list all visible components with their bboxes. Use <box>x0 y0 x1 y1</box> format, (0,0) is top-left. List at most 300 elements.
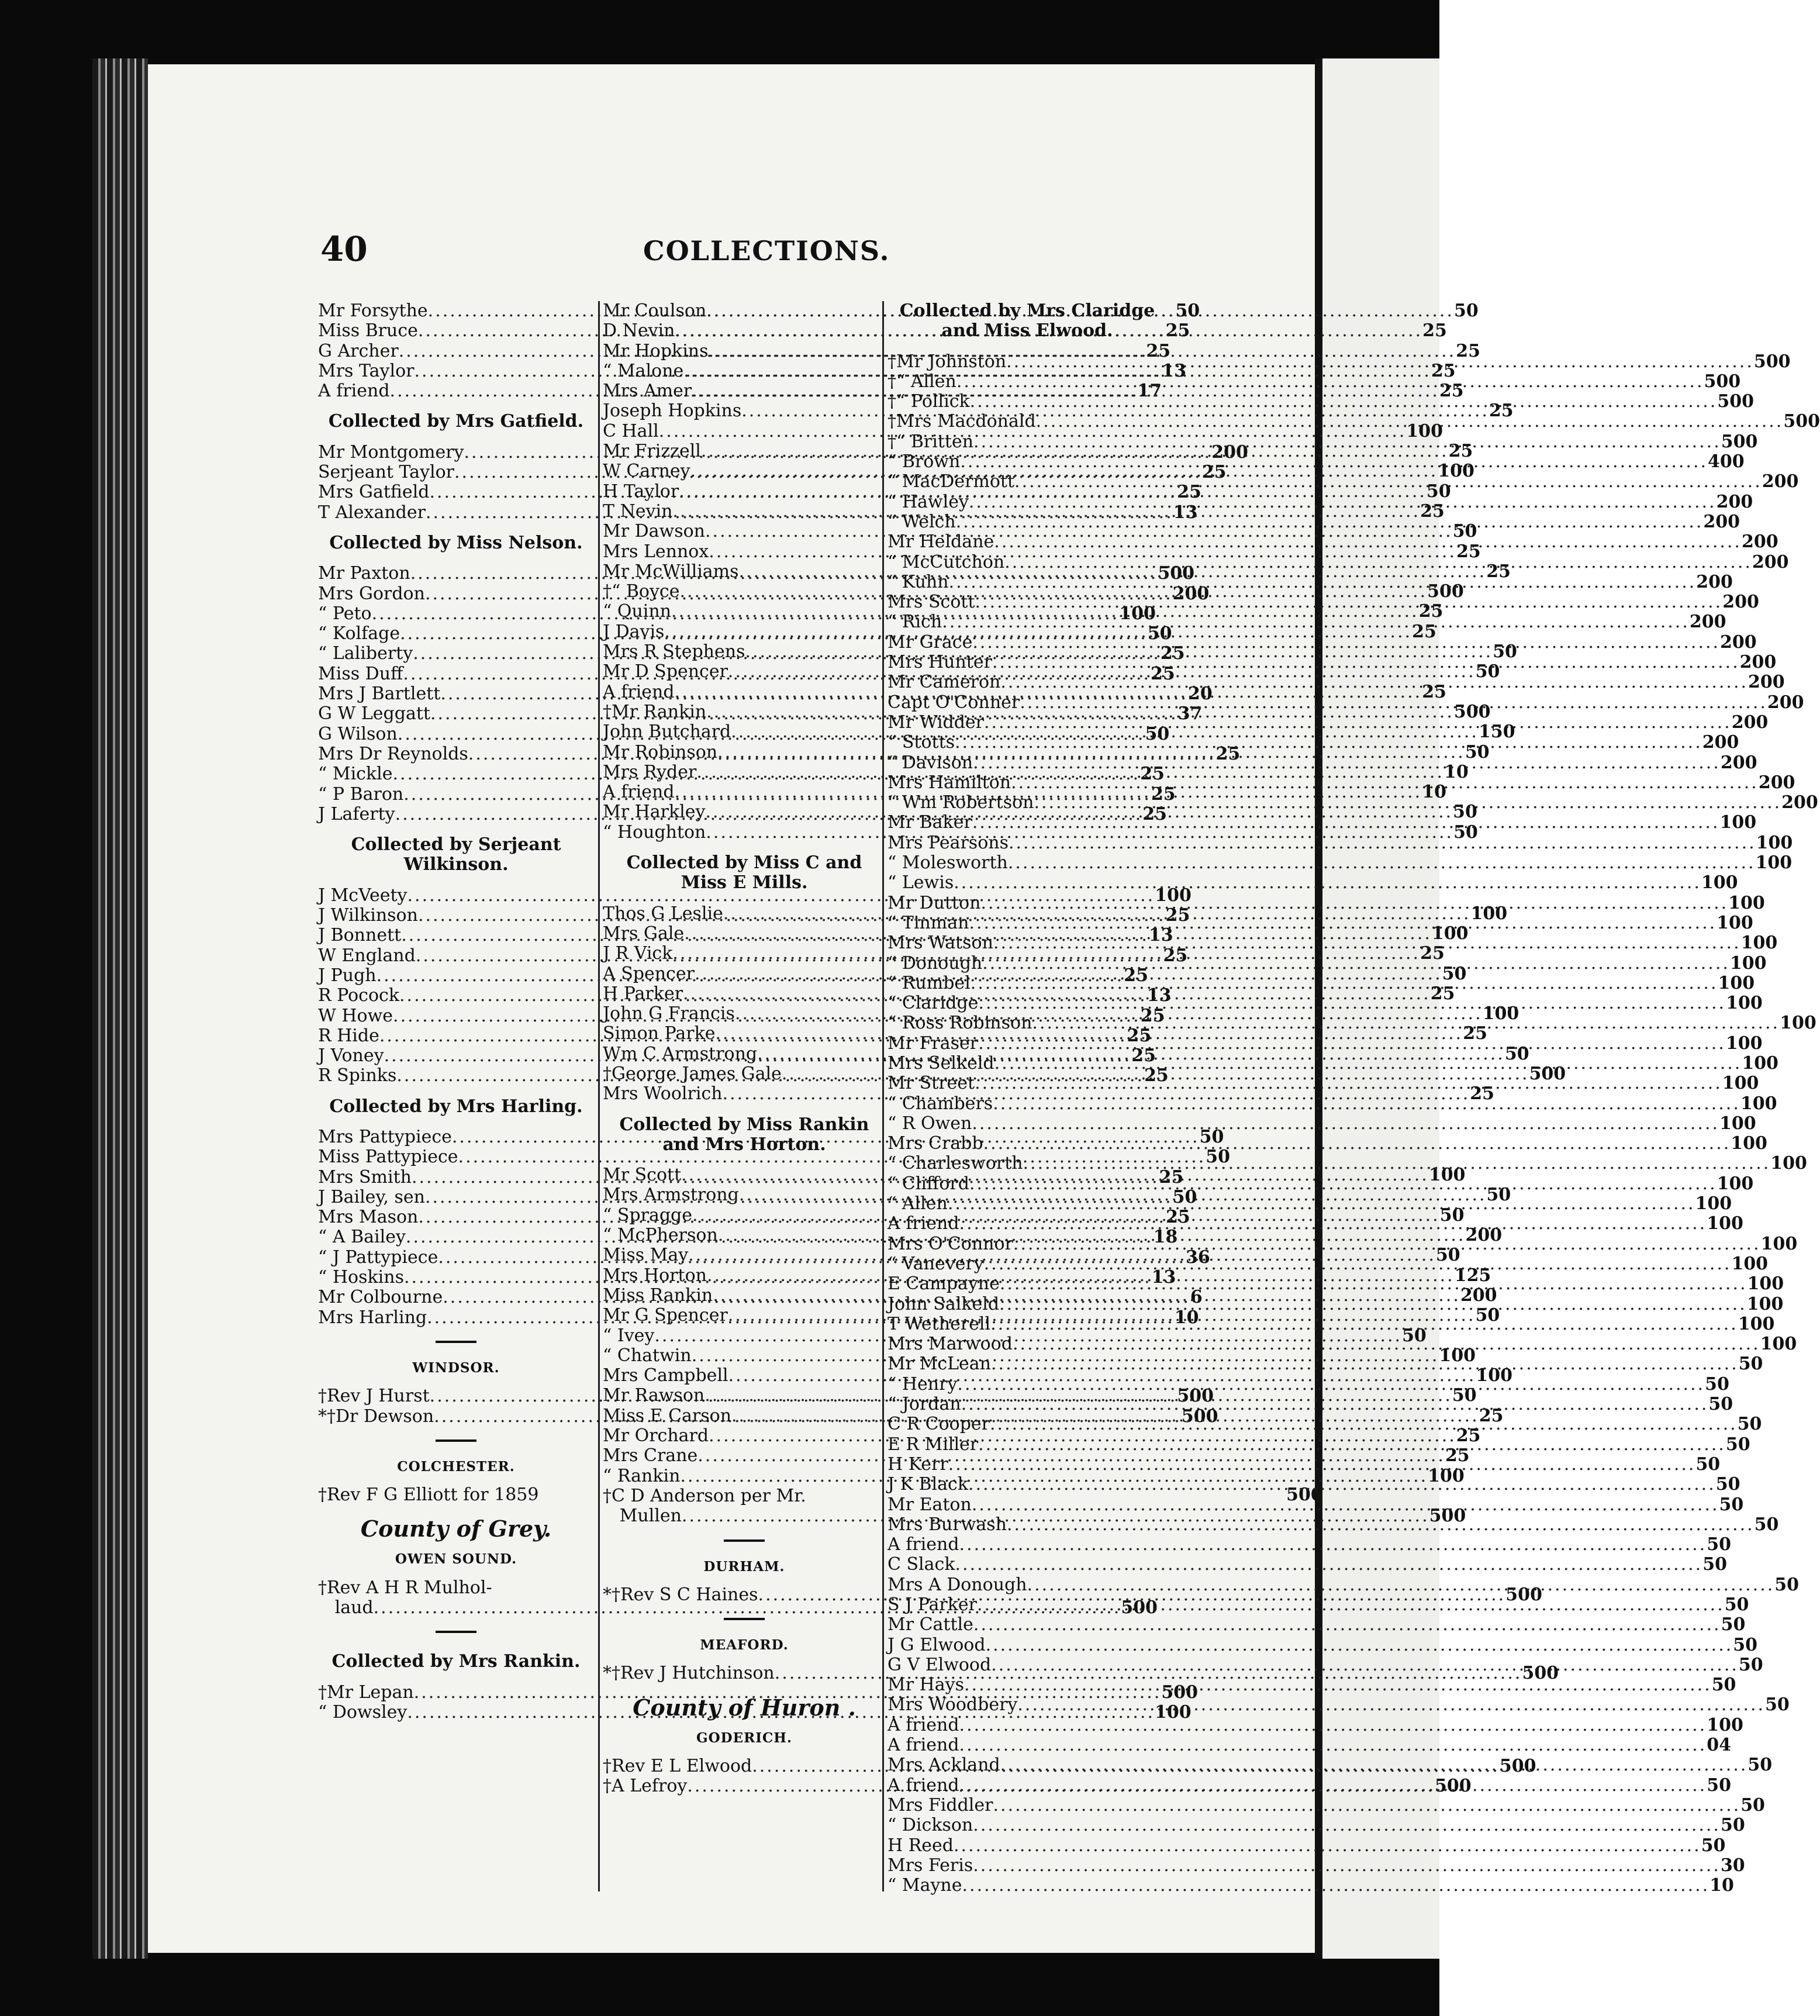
donor-name: “ Mayne <box>887 1875 962 1896</box>
donor-name: †“ Boyce <box>603 581 680 602</box>
donor-name: †Rev E L Elwood <box>603 1756 752 1776</box>
donor-name: A friend <box>887 1714 959 1735</box>
donor-name: Mrs Ryder <box>603 761 697 782</box>
donor-name: Mrs Fiddler <box>887 1794 993 1815</box>
leader-dots <box>1017 1695 1765 1715</box>
leader-dots <box>984 1254 1732 1274</box>
leader-dots <box>1008 853 1756 873</box>
amount-cents: 25 <box>1146 340 1171 361</box>
town-heading: COLCHESTER. <box>397 1458 515 1475</box>
amount-cents: 50 <box>1452 1385 1477 1406</box>
donor-name: Capt O'Conner <box>887 692 1020 713</box>
leader-dots <box>957 1375 1705 1394</box>
amount-cents: 10 <box>1174 1307 1199 1328</box>
donor-name: A friend <box>887 1534 959 1555</box>
donor-name: Mrs Woodbery <box>887 1694 1018 1715</box>
amount-dollars: 1 <box>1406 420 1419 441</box>
amount-cents: 50 <box>1454 301 1479 321</box>
donor-name: “ Hawley <box>887 491 969 512</box>
donor-name: Miss E Carson <box>603 1405 732 1426</box>
collector-heading: Collected by Miss Rankin and Mrs Horton. <box>619 1114 869 1155</box>
donor-name: T Wetherell <box>887 1313 991 1334</box>
amount-dollars: 1 <box>1719 812 1732 833</box>
amount-cents: 20 <box>1188 683 1213 705</box>
list-item <box>318 1578 594 1598</box>
amount-cents: 00 <box>1707 1193 1732 1214</box>
donor-name: “ Jordan <box>887 1394 961 1415</box>
amount-cents: 00 <box>1772 1334 1797 1355</box>
leader-dots <box>962 1876 1710 1896</box>
amount-cents: 50 <box>1145 723 1170 744</box>
leader-dots <box>942 612 1690 632</box>
list-item <box>887 1855 1745 1876</box>
donor-name: Mrs Mason <box>318 1207 419 1228</box>
donor-name: “ Chambers <box>887 1093 993 1114</box>
amount-cents: 25 <box>1160 643 1185 664</box>
donor-name: C Slack <box>887 1554 955 1575</box>
amount-cents: 50 <box>1737 1414 1762 1435</box>
amount-cents: 50 <box>1702 1554 1727 1575</box>
amount-cents: 00 <box>1193 1406 1218 1427</box>
donor-name: “ Donough <box>887 952 983 974</box>
amount-cents: 00 <box>1768 832 1793 853</box>
running-head: COLLECTIONS. <box>643 235 890 267</box>
donor-name: Mrs Crabb <box>887 1133 983 1154</box>
amount-dollars: 5 <box>1721 431 1733 452</box>
amount-dollars: 2 <box>1720 752 1733 773</box>
amount-dollars: 2 <box>1748 672 1760 693</box>
donor-name: Mrs A Donough <box>887 1574 1027 1595</box>
section-rule <box>318 1621 594 1641</box>
donor-name: Mr Hays <box>887 1675 964 1696</box>
leader-dots <box>993 1796 1741 1815</box>
amount-cents: 13 <box>1148 925 1173 946</box>
amount-dollars: 5 <box>1505 1584 1518 1605</box>
amount-cents: 50 <box>1720 1815 1745 1836</box>
amount-cents: 50 <box>1748 1755 1773 1776</box>
leader-dots <box>1034 793 1781 813</box>
list-item <box>887 872 1738 893</box>
amount-dollars: 2 <box>1781 792 1794 813</box>
amount-cents: 25 <box>1420 943 1445 964</box>
donor-name: J McVeety <box>318 885 407 906</box>
amount-cents: 6 <box>1190 1287 1203 1308</box>
donor-name: C Hall <box>603 420 659 441</box>
amount-cents: 50 <box>1206 1147 1230 1168</box>
donor-name: Mrs Woolrich <box>603 1083 723 1104</box>
donor-name: Mrs Feris <box>887 1855 973 1876</box>
amount-cents: 00 <box>1733 431 1758 452</box>
list-item <box>887 1794 1765 1815</box>
donor-name: “ Rumbel <box>887 972 971 993</box>
amount-cents: 25 <box>1163 945 1188 966</box>
amount-cents: 18 <box>1153 1227 1178 1248</box>
amount-dollars: 2 <box>1767 692 1780 713</box>
amount-dollars: 1 <box>1482 1003 1495 1024</box>
amount-dollars: 5 <box>1158 563 1170 584</box>
amount-cents: 25 <box>1470 1083 1495 1104</box>
donor-name: Mr Frizzell <box>603 441 701 462</box>
amount-dollars: 1 <box>1438 461 1451 482</box>
donor-name: Mrs Dr Reynolds <box>318 743 468 764</box>
amount-cents: 00 <box>1167 885 1192 906</box>
amount-cents: 00 <box>1298 1485 1323 1506</box>
donor-name: J Pugh <box>318 965 377 986</box>
amount-dollars: 1 <box>1478 722 1491 743</box>
donor-name: Mrs Selkeld <box>887 1052 994 1073</box>
donor-name: Mr Harkley <box>603 802 706 823</box>
donor-name: “ Claridge <box>887 993 979 1014</box>
amount-cents: 50 <box>1715 1474 1740 1495</box>
amount-cents: 00 <box>1189 1386 1214 1407</box>
amount-dollars: 2 <box>1702 732 1715 753</box>
donor-name: †“ Britten <box>887 431 974 452</box>
donor-name: Mrs Ackland <box>887 1755 1000 1776</box>
amount-cents: 00 <box>1166 1701 1192 1722</box>
leader-dots <box>959 1535 1707 1555</box>
donor-name: Mrs Crane <box>603 1445 698 1466</box>
amount-cents: 00 <box>1732 812 1757 833</box>
amount-dollars: 2 <box>1739 652 1752 673</box>
amount-cents: 25 <box>1431 360 1456 381</box>
donor-name: H Parker <box>603 983 683 1004</box>
list-item <box>887 1735 1731 1756</box>
amount-cents: 00 <box>1483 903 1508 924</box>
amount-cents: 50 <box>1452 521 1477 542</box>
town-heading: DURHAM. <box>703 1558 785 1575</box>
donor-name: †Rev J Hurst <box>318 1386 430 1407</box>
amount-dollars: 1 <box>1707 1213 1719 1234</box>
donor-name: Mr Scott <box>603 1165 682 1186</box>
donor-name: Mrs Gatfield <box>318 482 430 503</box>
donor-name: “ Rankin <box>603 1465 681 1486</box>
amount-cents: 00 <box>1770 772 1795 793</box>
donor-name: “ Stotts <box>887 732 955 753</box>
amount-dollars: 5 <box>1177 1386 1190 1407</box>
leader-dots <box>973 1856 1721 1876</box>
amount-dollars: 1 <box>1742 1052 1755 1073</box>
amount-dollars: 1 <box>1476 1365 1489 1386</box>
donor-name: †“ Allen <box>887 371 956 392</box>
amount-dollars: 5 <box>1783 411 1796 432</box>
amount-cents: 13 <box>1173 502 1198 523</box>
leader-dots <box>978 1435 1726 1455</box>
amount-cents: 00 <box>1466 701 1491 722</box>
leader-dots <box>972 1114 1719 1134</box>
amount-cents: 25 <box>1486 561 1511 582</box>
donor-name: “ Wm Robertson <box>887 792 1034 813</box>
amount-dollars: 1 <box>1756 832 1769 853</box>
leader-dots <box>959 1715 1707 1735</box>
amount-dollars: 5 <box>1427 581 1440 602</box>
leader-dots <box>984 713 1732 733</box>
amount-cents: 50 <box>1765 1694 1790 1715</box>
amount-cents: 25 <box>1422 681 1446 702</box>
donor-name: “ Brown <box>887 451 961 472</box>
leader-dots <box>1014 472 1762 492</box>
leader-dots <box>973 1815 1721 1835</box>
collector-heading: Collected by Mrs Rankin. <box>331 1651 581 1672</box>
amount-cents: 50 <box>1724 1594 1749 1615</box>
donor-name: Mr D Spencer <box>603 661 728 682</box>
donor-name: *†Dr Dewson <box>318 1406 434 1427</box>
donor-name: Mrs Armstrong <box>603 1185 739 1206</box>
donor-name: Mrs Pattypiece <box>318 1126 452 1147</box>
donor-name: “ J Pattypiece <box>318 1247 438 1268</box>
amount-cents: 50 <box>1475 661 1500 682</box>
donor-name: Mr Hopkins <box>603 340 709 361</box>
amount-cents: 50 <box>1774 1574 1799 1595</box>
donor-name: Mrs Taylor <box>318 360 415 381</box>
leader-dots <box>1020 693 1767 713</box>
amount-cents: 50 <box>1721 1614 1746 1635</box>
donor-name: Mrs Amer <box>603 381 692 402</box>
amount-cents: 00 <box>1518 1584 1542 1605</box>
donor-name: Miss May <box>603 1245 689 1266</box>
donor-name: Mr Street <box>887 1073 975 1094</box>
donor-name: “ Laliberty <box>318 643 413 664</box>
donor-name: “ McCutchon <box>887 551 1005 572</box>
donor-name: G Archer <box>318 340 399 361</box>
amount-dollars: 5 <box>1704 371 1717 392</box>
leader-dots <box>1032 1013 1780 1033</box>
donor-name: Mrs Harling <box>318 1307 427 1328</box>
amount-cents: 50 <box>1199 1126 1224 1147</box>
amount-cents: 00 <box>1759 1273 1784 1294</box>
amount-cents: 25 <box>1466 1265 1491 1286</box>
donor-name: T Nevin <box>603 500 673 522</box>
leader-dots <box>999 1294 1747 1314</box>
section-rule <box>318 1430 594 1450</box>
donor-name: Mullen <box>603 1506 682 1527</box>
leader-dots <box>969 492 1717 512</box>
donor-name: Mrs Marwood <box>887 1334 1013 1355</box>
donor-name: †Mrs Macdonald <box>887 411 1036 432</box>
donor-name: R Pocock <box>318 985 399 1006</box>
amount-cents: 00 <box>1742 952 1767 974</box>
amount-cents: 00 <box>1441 1506 1466 1527</box>
leader-dots <box>986 1635 1733 1655</box>
donor-name: *†Rev S C Haines <box>603 1584 758 1605</box>
donor-name: Mrs R Stephens <box>603 641 745 662</box>
amount-cents: 13 <box>1146 985 1172 1006</box>
list-item <box>887 1554 1727 1575</box>
donor-name: “ Spragge <box>603 1204 693 1226</box>
collector-heading: Collected by Serjeant Wilkinson. <box>351 834 561 875</box>
donor-name: “ Dickson <box>887 1815 973 1836</box>
amount-cents: 00 <box>1732 631 1757 653</box>
amount-dollars: 1 <box>1755 852 1768 874</box>
leader-dots <box>973 1615 1721 1635</box>
donor-name: Mrs Pearsons <box>887 832 1009 853</box>
town-heading: MEAFORD. <box>700 1637 789 1653</box>
donor-name: Simon Parke <box>603 1023 716 1044</box>
leader-dots <box>961 1394 1709 1414</box>
town-heading: OWEN SOUND. <box>395 1551 517 1568</box>
leader-dots <box>990 1314 1738 1334</box>
donor-name: †A Lefroy <box>603 1776 688 1797</box>
amount-dollars: 2 <box>1752 551 1764 572</box>
amount-cents: 25 <box>1127 1025 1152 1046</box>
leader-dots <box>970 392 1718 412</box>
amount-cents: 00 <box>1791 1013 1816 1034</box>
book-spine <box>92 58 148 1959</box>
donor-name: Mrs Watson <box>887 933 993 954</box>
amount-cents: 00 <box>1701 612 1726 633</box>
amount-cents: 00 <box>1766 351 1791 372</box>
amount-cents: 25 <box>1479 1405 1504 1426</box>
leader-dots <box>990 1414 1738 1434</box>
amount-cents: 00 <box>1494 1003 1519 1024</box>
leader-dots <box>954 1836 1701 1856</box>
leader-dots <box>982 954 1730 974</box>
amount-cents: 25 <box>1430 983 1455 1004</box>
amount-cents: 25 <box>1124 965 1149 986</box>
amount-cents: 00 <box>1794 792 1818 813</box>
amount-cents: 10 <box>1710 1875 1734 1896</box>
leader-dots <box>991 1655 1739 1675</box>
amount-dollars: 1 <box>1746 1293 1759 1314</box>
leader-dots <box>959 1776 1707 1796</box>
donor-name: J Bonnett <box>318 925 402 946</box>
amount-cents: 00 <box>1719 451 1745 472</box>
donor-name: G Wilson <box>318 723 398 744</box>
leader-dots <box>1000 1755 1748 1775</box>
donor-name: J Davis <box>603 621 665 642</box>
section-rule <box>318 1331 594 1351</box>
amount-cents: 25 <box>1456 1425 1481 1447</box>
amount-cents: 25 <box>1489 401 1514 422</box>
amount-cents: 50 <box>1490 722 1515 743</box>
donor-name: Mrs Lennox <box>603 541 709 562</box>
amount-cents: 25 <box>1412 621 1436 642</box>
amount-dollars: 1 <box>1428 1165 1441 1186</box>
amount-cents: 00 <box>1783 1153 1807 1174</box>
amount-dollars: 5 <box>1429 1506 1442 1527</box>
amount-cents: 00 <box>1759 1293 1784 1314</box>
amount-cents: 50 <box>1707 1775 1731 1796</box>
amount-dollars: 1 <box>1470 903 1483 924</box>
amount-cents: 17 <box>1137 381 1162 402</box>
amount-cents: 50 <box>1740 1794 1765 1815</box>
amount-dollars: 1 <box>1722 1073 1735 1094</box>
amount-dollars: 1 <box>1454 1265 1467 1286</box>
amount-cents: 50 <box>1475 1305 1500 1326</box>
amount-cents: 00 <box>1716 371 1741 392</box>
donor-name: Mr Colbourne <box>318 1287 443 1308</box>
donor-name: Mrs Scott <box>887 592 975 613</box>
donor-name: H Reed <box>887 1835 954 1856</box>
leader-dots <box>1006 352 1754 372</box>
donor-name: Miss Rankin <box>603 1285 713 1306</box>
amount-cents: 00 <box>1743 712 1769 733</box>
list-item <box>887 692 1804 713</box>
leader-dots <box>994 532 1742 552</box>
donor-name: John Salkeld <box>887 1293 1000 1314</box>
amount-cents: 00 <box>1472 1285 1497 1306</box>
donor-name: C R Cooper <box>887 1414 990 1435</box>
leader-dots <box>1027 1575 1775 1595</box>
donor-name: *†Rev J Hutchinson <box>603 1663 775 1684</box>
amount-cents: 25 <box>1445 1445 1470 1466</box>
amount-cents: 25 <box>1456 541 1481 562</box>
donor-name: A Spencer <box>603 963 695 984</box>
amount-dollars: 2 <box>1758 772 1771 793</box>
amount-dollars: 1 <box>1770 1153 1783 1174</box>
donor-name: J Bailey, sen <box>318 1186 425 1207</box>
list-item <box>603 340 1480 361</box>
amount-cents: 00 <box>1719 1714 1743 1735</box>
amount-dollars: 1 <box>1719 1113 1732 1134</box>
collector-heading: Collected by Miss Nelson. <box>329 532 583 553</box>
amount-cents: 10 <box>1444 761 1469 782</box>
donor-name: “ Malone <box>603 360 684 381</box>
donor-name: T Alexander <box>318 502 426 523</box>
donor-name: Mr McWilliams <box>603 561 739 582</box>
amount-cents: 50 <box>1439 1204 1465 1226</box>
donor-name: “ Davison <box>887 752 973 773</box>
amount-dollars: 2 <box>1703 511 1716 532</box>
amount-cents: 00 <box>1752 1093 1777 1114</box>
donor-name: Mr Cattle <box>887 1614 973 1635</box>
leader-dots <box>959 1214 1707 1234</box>
donor-name: Mr Paxton <box>318 563 410 584</box>
amount-cents: 50 <box>1453 802 1477 823</box>
donor-name: A friend <box>887 1775 959 1796</box>
leader-dots <box>978 993 1726 1013</box>
amount-cents: 00 <box>1732 752 1757 773</box>
amount-cents: 00 <box>1760 672 1785 693</box>
donor-name: Mr Eaton <box>887 1494 972 1515</box>
donor-name: G W Leggatt <box>318 703 430 724</box>
leader-dots <box>994 1054 1742 1073</box>
amount-dollars: 1 <box>1740 1093 1753 1114</box>
donor-name: “ McPherson <box>603 1225 718 1246</box>
donor-name: Mr Coulson <box>603 301 707 321</box>
county-heading: County of Grey. <box>360 1516 552 1542</box>
leader-dots <box>971 974 1718 993</box>
amount-dollars: 2 <box>1731 712 1744 733</box>
donor-name: Mrs O'Connor <box>887 1233 1013 1254</box>
amount-dollars: 1 <box>1717 1173 1729 1194</box>
donor-name: Mr Dawson <box>603 521 705 542</box>
amount-cents: 25 <box>1140 764 1165 785</box>
list-item <box>887 1293 1784 1314</box>
amount-cents: 04 <box>1707 1735 1731 1756</box>
amount-cents: 25 <box>1418 601 1443 622</box>
donor-name: W England <box>318 945 416 966</box>
amount-dollars: 5 <box>1161 1682 1174 1703</box>
amount-cents: 25 <box>1151 783 1176 805</box>
collector-heading: Collected by Miss C and Miss E Mills. <box>626 852 862 893</box>
leader-dots <box>956 512 1704 532</box>
amount-cents: 00 <box>1714 732 1739 753</box>
amount-cents: 25 <box>1151 663 1175 684</box>
amount-cents: 25 <box>1448 441 1473 462</box>
amount-dollars: 1 <box>1780 1013 1792 1034</box>
donor-name: A friend <box>603 782 675 803</box>
donor-name: A friend <box>887 1735 959 1756</box>
donor-name: Mrs Gordon <box>318 583 425 604</box>
leader-dots <box>1007 1515 1755 1535</box>
amount-cents: 50 <box>1442 963 1467 984</box>
amount-cents: 50 <box>1708 1394 1733 1415</box>
donor-name: †Rev F G Elliott for 1859 <box>318 1485 539 1506</box>
leader-dots <box>956 372 1704 392</box>
amount-cents: 00 <box>1738 993 1763 1014</box>
donor-name: Miss Pattypiece <box>318 1147 458 1168</box>
leader-dots <box>1013 1334 1760 1354</box>
